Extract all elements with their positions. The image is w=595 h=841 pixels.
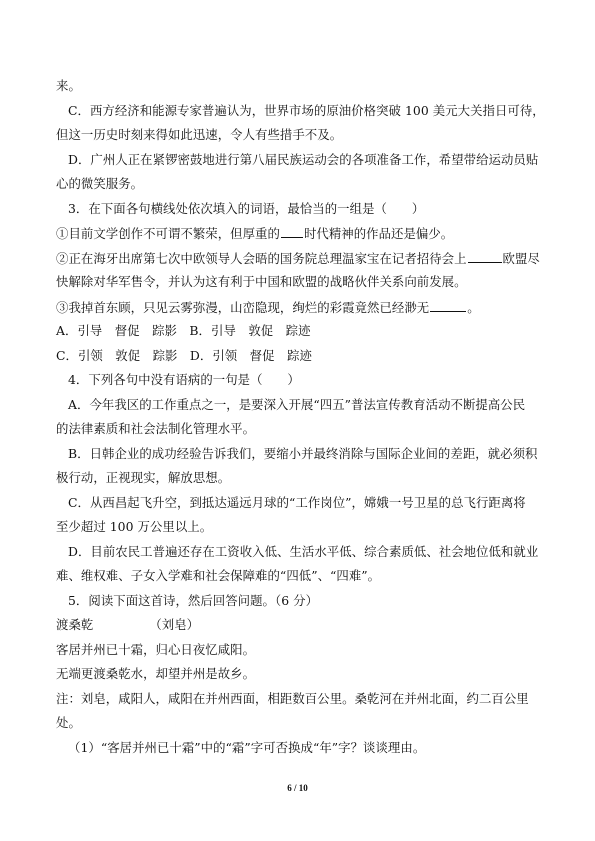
text-line: 但这一历史时刻来得如此迅速，令人有些措手不及。 [56, 127, 343, 142]
option-c-line: C．从西昌起飞升空，到抵达遥远月球的“工作岗位”，嫦娥一号卫星的总飞行距离将 [68, 495, 526, 510]
poem-note: 注：刘皂，咸阳人，咸阳在并州西面，相距数百公里。桑乾河在并州北面，约二百公里 [56, 691, 529, 706]
answer-blank [468, 250, 502, 263]
sentence-3-part-b: 。 [467, 300, 480, 315]
choices-cd: C．引领 敦促 踪影 D．引领 督促 踪迹 [56, 348, 312, 363]
poem-verse-1: 客居并州已十霜，归心日夜忆咸阳。 [56, 642, 256, 657]
page-number: 6 / 10 [287, 783, 308, 793]
sentence-3 [56, 299, 480, 316]
text-line: 极行动，正视现实，解放思想。 [56, 470, 231, 485]
text-line: 难、维权难、子女入学难和社会保障难的“四低”、“四难”。 [56, 568, 381, 583]
option-c-line: C．西方经济和能源专家普遍认为，世界市场的原油价格突破 100 美元大关指日可待， [68, 103, 545, 118]
text-line: 来。 [56, 78, 81, 93]
text-line: 至少超过 100 万公里以上。 [56, 519, 213, 534]
text-line: 快解除对华军售令，并认为这有利于中国和欧盟的战略伙伴关系向前发展。 [56, 274, 467, 289]
answer-blank [281, 225, 303, 238]
sentence-2-part-a: ②正在海牙出席第七次中欧领导人会晤的国务院总理温家宝在记者招待会上 [56, 251, 467, 266]
sentence-1 [56, 225, 453, 242]
text-line: 的法律素质和社会法制化管理水平。 [56, 421, 256, 436]
poem-title: 渡桑乾 [56, 617, 94, 632]
sub-question-1: （1）“客居并州已十霜”中的“霜”字可否换成“年”字？谈谈理由。 [68, 740, 426, 755]
option-d-line: D．广州人正在紧锣密鼓地进行第八届民族运动会的各项准备工作，希望带给运动员贴 [68, 152, 539, 167]
sentence-2 [56, 250, 540, 267]
option-d-line: D．目前农民工普遍还存在工资收入低、生活水平低、综合素质低、社会地位低和就业 [68, 544, 539, 559]
answer-blank [430, 299, 466, 312]
poem-author: （刘皂） [149, 617, 200, 632]
choices-ab: A．引导 督促 踪影 B．引导 敦促 踪迹 [56, 323, 311, 338]
question-3-stem: 3．在下面各句横线处依次填入的词语，最恰当的一组是（ ） [68, 201, 425, 216]
poem-verse-2: 无端更渡桑乾水，却望并州是故乡。 [56, 666, 256, 681]
sentence-1-part-b: 时代精神的作品还是偏少。 [303, 226, 454, 241]
sentence-1-part-a: ①目前文学创作不可谓不繁荣，但厚重的 [56, 226, 280, 241]
text-line: 心的微笑服务。 [56, 176, 144, 191]
sentence-2-part-b: 欧盟尽 [502, 251, 540, 266]
question-5-stem: 5．阅读下面这首诗，然后回答问题。（6 分） [68, 593, 319, 608]
option-b-line: B．日韩企业的成功经验告诉我们，要缩小并最终消除与国际企业间的差距，就必须积 [68, 446, 538, 461]
question-4-stem: 4．下列各句中没有语病的一句是（ ） [68, 372, 300, 387]
text-line: 处。 [56, 715, 81, 730]
option-a-line: A．今年我区的工作重点之一，是要深入开展“四五”普法宣传教育活动不断提高公民 [68, 397, 526, 412]
poem-title-line [56, 617, 199, 633]
sentence-3-part-a: ③我掉首东顾，只见云雾弥漫，山峦隐现，绚烂的彩霞竟然已经渺无 [56, 300, 430, 315]
